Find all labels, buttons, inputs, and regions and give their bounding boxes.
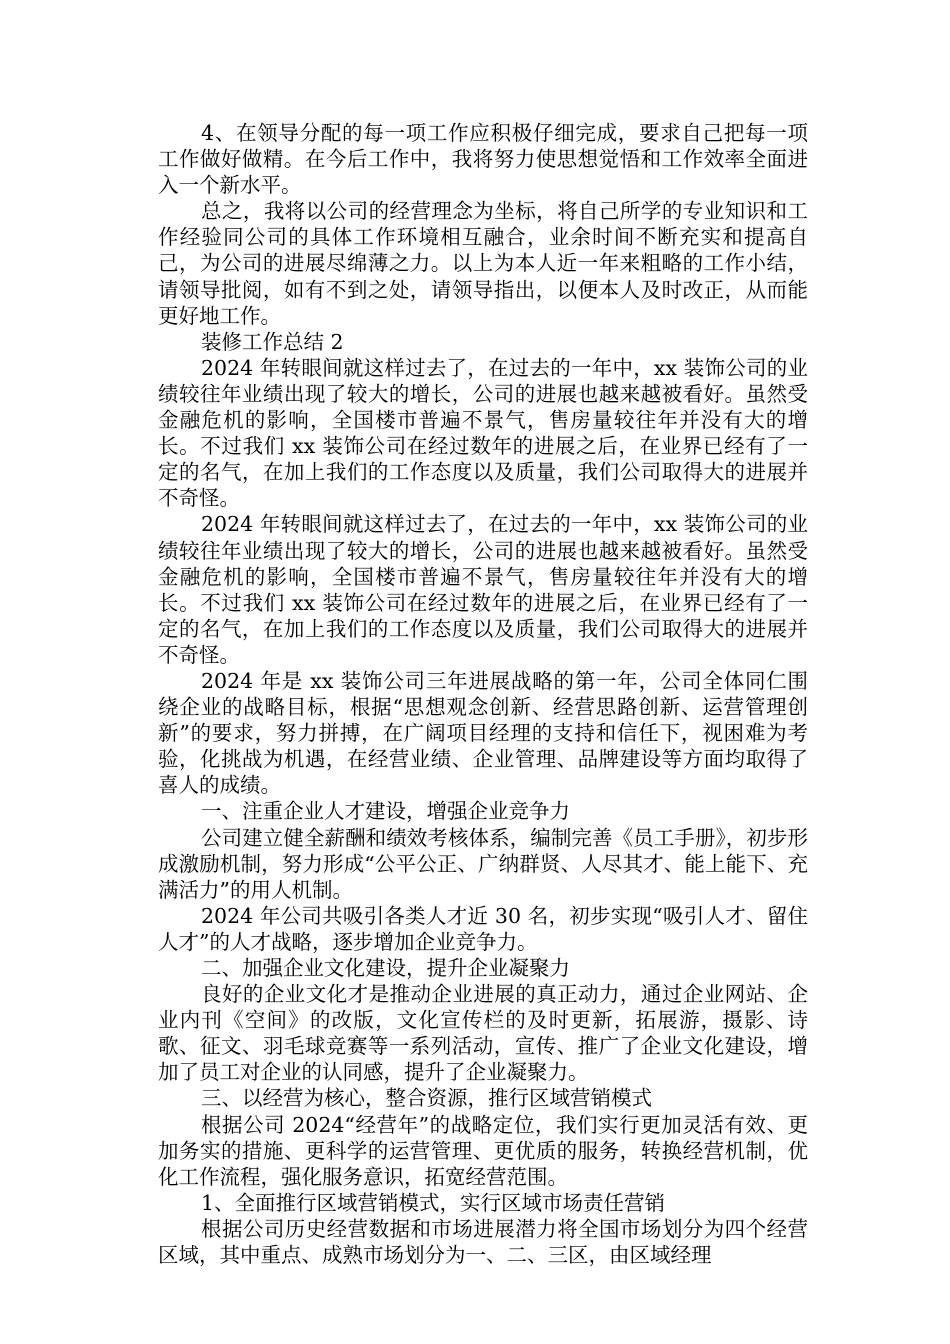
heading-regional-marketing: 1、全面推行区域营销模式，实行区域市场责任营销: [201, 1190, 666, 1215]
paragraph-strategy: 2024 年是 xx 装饰公司三年进展战略的第一年，公司全体同仁围绕企业的战略目标，根据“思想观念创新、经营思路创新、运营管理创新”的要求，努力拼搏，在广阔项目经理的支持和信任下，视困难为考验，化挑战为机遇，在经营业绩、企业管理、品牌建设等方面均取得了喜人的成绩。: [158, 668, 808, 798]
paragraph-review-2: 2024 年转眼间就这样过去了，在过去的一年中，xx 装饰公司的业绩较往年业绩出现了较大的增长，公司的进展也越来越被看好。虽然受金融危机的影响，全国楼市普遍不景气，售房量较往年并没有大的增长。不过我们 xx 装饰公司在经过数年的进展之后，在业界已经有了一定的名气，在加上我们的工作态度以及质量，我们公司取得大的进展并不奇怪。: [158, 512, 808, 667]
heading-operations: 三、以经营为核心，整合资源，推行区域营销模式: [201, 1086, 652, 1111]
paragraph-review-1: 2024 年转眼间就这样过去了，在过去的一年中，xx 装饰公司的业绩较往年业绩出现了较大的增长，公司的进展也越来越被看好。虽然受金融危机的影响，全国楼市普遍不景气，售房量较往年并没有大的增长。不过我们 xx 装饰公司在经过数年的进展之后，在业界已经有了一定的名气，在加上我们的工作态度以及质量，我们公司取得大的进展并不奇怪。: [158, 355, 808, 511]
heading-talent: 一、注重企业人才建设，增强企业竞争力: [201, 799, 570, 824]
paragraph-regional-marketing: 根据公司历史经营数据和市场进展潜力将全国市场划分为四个经营区域，其中重点、成熟市场划分为一、二、三区，由区域经理: [158, 1216, 808, 1268]
paragraph-talent-system: 公司建立健全薪酬和绩效考核体系，编制完善《员工手册》，初步形成激励机制，努力形成“公平公正、广纳群贤、人尽其才、能上能下、充满活力”的用人机制。: [158, 825, 808, 902]
section-title-summary-2: 装修工作总结 2: [201, 329, 344, 354]
paragraph-summary: 总之，我将以公司的经营理念为坐标，将自己所学的专业知识和工作经验同公司的具体工作环境相互融合，业余时间不断充实和提高自己，为公司的进展尽绵薄之力。以上为本人近一年来粗略的工作小结，请领导批阅，如有不到之处，请领导指出，以便本人及时改正，从而能更好地工作。: [158, 199, 808, 328]
paragraph-talent-count: 2024 年公司共吸引各类人才近 30 名，初步实现“吸引人才、留住人才”的人才战略，逐步增加企业竞争力。: [158, 903, 808, 954]
document-body: [158, 120, 808, 1268]
paragraph-item-4: 4、在领导分配的每一项工作应积极仔细完成，要求自己把每一项工作做好做精。在今后工作中，我将努力使思想觉悟和工作效率全面进入一个新水平。: [158, 121, 808, 198]
heading-culture: 二、加强企业文化建设，提升企业凝聚力: [201, 956, 570, 980]
paragraph-operations: 根据公司 2024“经营年”的战略定位，我们实行更加灵活有效、更加务实的措施、更科学的运营管理、更优质的服务，转换经营机制，优化工作流程，强化服务意识，拓宽经营范围。: [158, 1112, 808, 1189]
paragraph-culture: 良好的企业文化才是推动企业进展的真正动力，通过企业网站、企业内刊《空间》的改版，文化宣传栏的及时更新，拓展游，摄影、诗歌、征文、羽毛球竞赛等一系列活动，宣传、推广了企业文化建设，增加了员工对企业的认同感，提升了企业凝聚力。: [158, 982, 808, 1085]
